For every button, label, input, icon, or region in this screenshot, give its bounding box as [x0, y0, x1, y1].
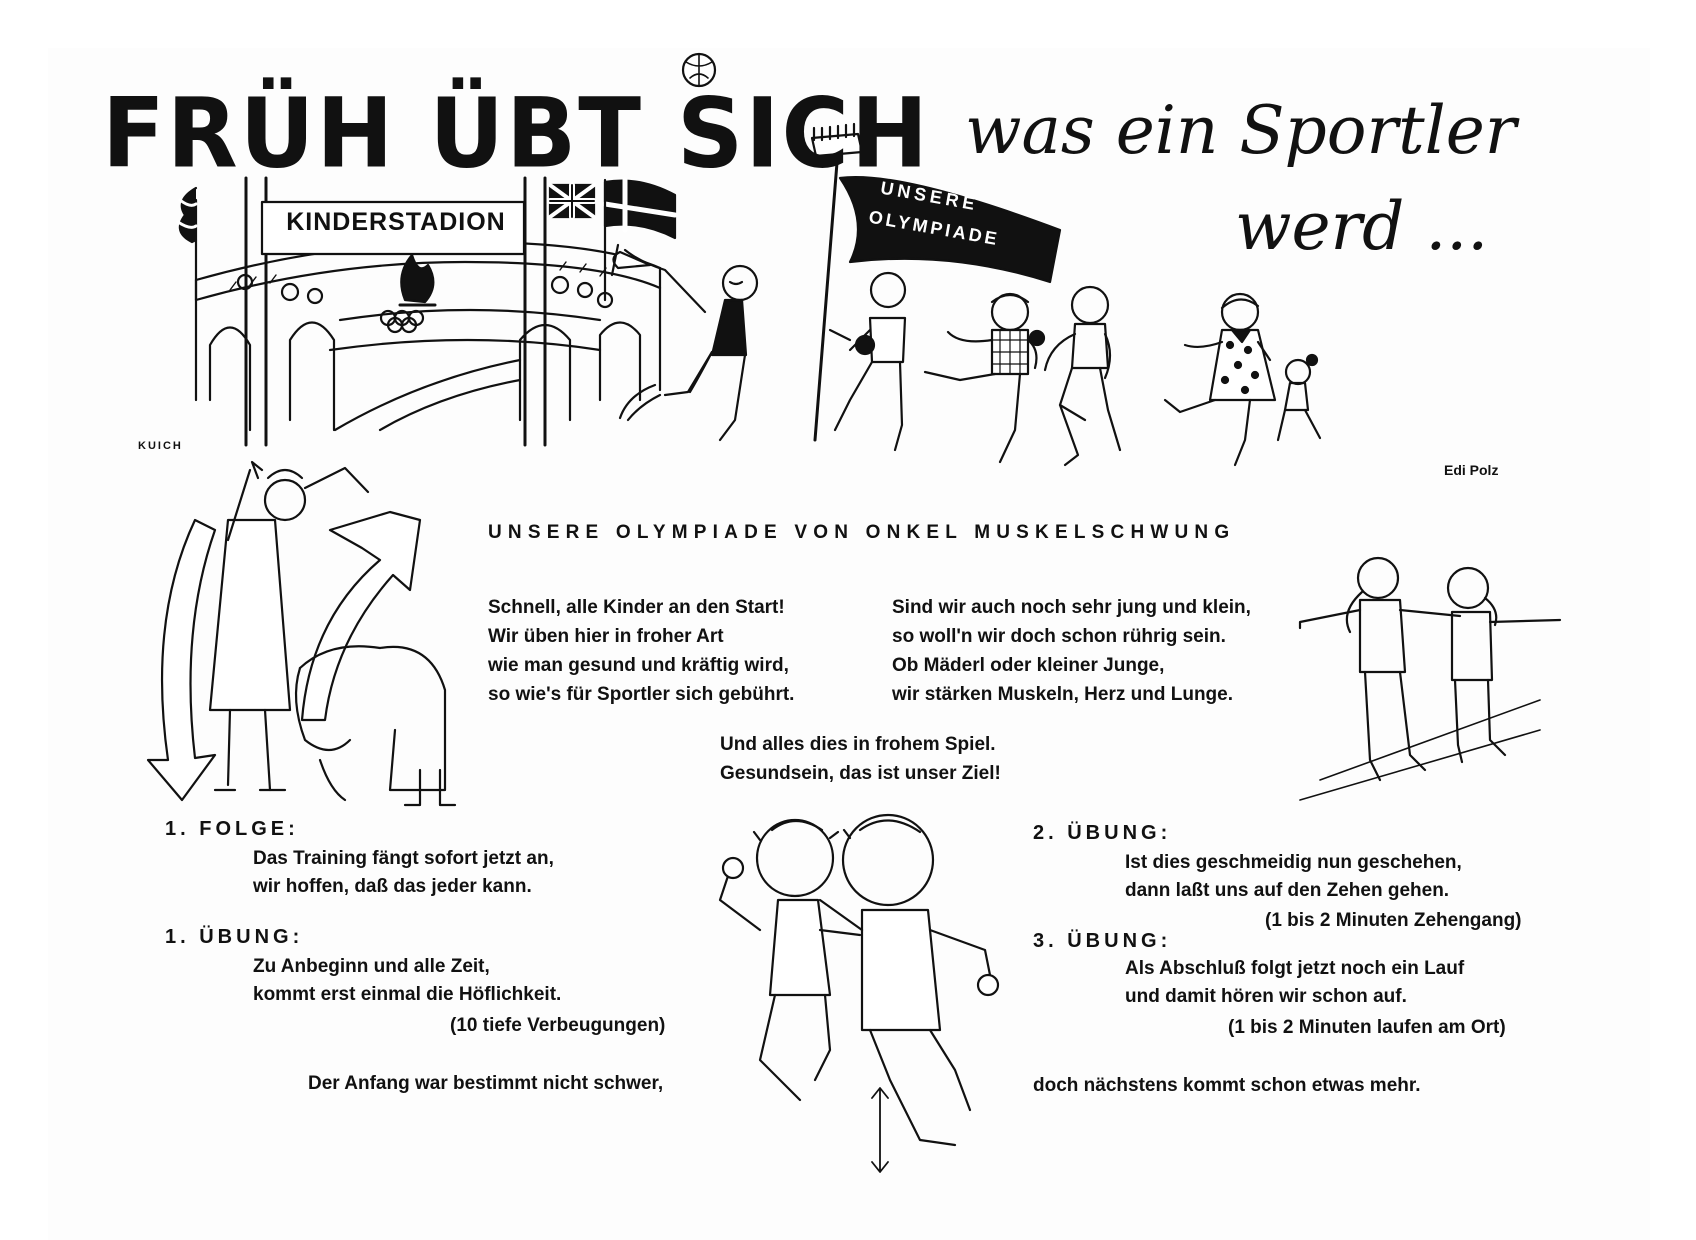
running-children — [720, 815, 998, 1172]
uebung2-note: (1 bis 2 Minuten Zehengang) — [1265, 910, 1522, 931]
olympiade-flag-line1: UNSERE — [879, 177, 981, 215]
stanza-right — [892, 593, 1251, 709]
uebung3-note: (1 bis 2 Minuten laufen am Ort) — [1228, 1017, 1506, 1038]
stanza-center — [720, 730, 1001, 788]
stanza-right-line: Sind wir auch noch sehr jung und klein, — [892, 597, 1251, 618]
closing-right: doch nächstens kommt schon etwas mehr. — [1033, 1075, 1421, 1096]
folge1-line: wir hoffen, daß das jeder kann. — [253, 876, 532, 897]
stadium-banner-text: KINDERSTADION — [286, 208, 506, 236]
script-title-line1: was ein Sportler — [965, 92, 1517, 169]
uebung1-line: kommt erst einmal die Höflichkeit. — [253, 984, 562, 1005]
union-flag — [550, 185, 594, 217]
stanza-left — [488, 593, 794, 709]
stanza-left-line: wie man gesund und kräftig wird, — [488, 655, 789, 676]
stanza-right-line: wir stärken Muskeln, Herz und Lunge. — [892, 684, 1234, 705]
stanza-left-line: so wie's für Sportler sich gebührt. — [488, 684, 795, 705]
stanza-center-line: Gesundsein, das ist unser Ziel! — [720, 763, 1001, 784]
uebung2-line: dann laßt uns auf den Zehen gehen. — [1125, 880, 1450, 901]
uebung1-note: (10 tiefe Verbeugungen) — [450, 1015, 666, 1036]
uebung1-label: 1. ÜBUNG: — [165, 926, 304, 948]
uebung3-line: und damit hören wir schon auf. — [1125, 986, 1407, 1007]
toe-walking-children — [1300, 558, 1560, 800]
olympiade-flag-line2: OLYMPIADE — [867, 206, 1002, 250]
artist-credit-right: Edi Polz — [1444, 462, 1499, 478]
stanza-center-line: Und alles dies in frohem Spiel. — [720, 734, 996, 755]
nordic-flag — [605, 180, 675, 300]
uebung1-line: Zu Anbeginn und alle Zeit, — [253, 956, 490, 977]
uebung2-line: Ist dies geschmeidig nun geschehen, — [1125, 852, 1462, 873]
folge1-line: Das Training fängt sofort jetzt an, — [253, 848, 554, 869]
bugler-child — [612, 245, 757, 440]
stanza-left-line: Schnell, alle Kinder an den Start! — [488, 597, 785, 618]
poem-heading: UNSERE OLYMPIADE VON ONKEL MUSKELSCHWUNG — [488, 522, 1236, 543]
stanza-left-line: Wir üben hier in froher Art — [488, 626, 724, 647]
uebung3-line: Als Abschluß folgt jetzt noch ein Lauf — [1125, 958, 1465, 979]
closing-left: Der Anfang war bestimmt nicht schwer, — [308, 1073, 664, 1094]
folge1-label: 1. FOLGE: — [165, 818, 299, 840]
stanza-right-line: so woll'n wir doch schon rührig sein. — [892, 626, 1226, 647]
artist-credit-left: KUICH — [138, 440, 183, 452]
checkered-girl — [925, 294, 1044, 462]
stanza-right-line: Ob Mäderl oder kleiner Junge, — [892, 655, 1165, 676]
script-title-line2: werd ... — [1235, 188, 1489, 265]
page-title: FRÜH ÜBT SICH — [102, 77, 931, 190]
dotted-girl — [1165, 294, 1320, 465]
marching-boy — [1045, 287, 1120, 465]
left-flag — [180, 188, 196, 242]
uebung3-label: 3. ÜBUNG: — [1033, 930, 1172, 952]
bowing-children-illustration — [148, 462, 455, 805]
uebung2-label: 2. ÜBUNG: — [1033, 822, 1172, 844]
